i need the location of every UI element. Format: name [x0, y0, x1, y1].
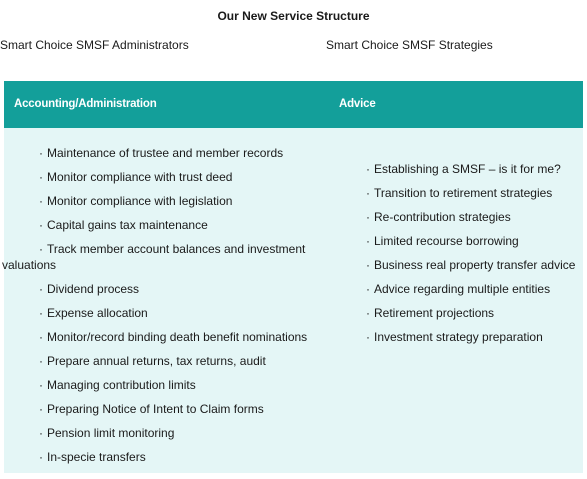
bullet-marker: · [39, 170, 43, 184]
list-item-text: Pension limit monitoring [47, 426, 175, 440]
list-item-text: Monitor compliance with trust deed [47, 170, 233, 184]
list-item-continuation [2, 257, 334, 273]
bullet-marker: · [39, 402, 43, 416]
list-item-text: Re-contribution strategies [374, 210, 511, 224]
bullet-marker: · [39, 378, 43, 392]
page-title: Our New Service Structure [217, 9, 370, 23]
list-item-text: Prepare annual returns, tax returns, audit [47, 354, 266, 368]
bullet-marker: · [366, 258, 370, 272]
bullet-marker: · [366, 210, 370, 224]
list-item [366, 161, 583, 177]
list-item-text: Capital gains tax maintenance [47, 218, 208, 232]
accounting-list [2, 145, 334, 473]
list-item [39, 305, 334, 321]
list-item [39, 425, 334, 441]
header-accounting-administration: Accounting/Administration [14, 98, 157, 110]
bullet-marker: · [39, 354, 43, 368]
list-item-text: Establishing a SMSF – is it for me? [374, 162, 561, 176]
list-item-text: Dividend process [47, 282, 140, 296]
subheading-strategies: Smart Choice SMSF Strategies [326, 38, 493, 52]
bullet-marker: · [39, 426, 43, 440]
bullet-marker: · [366, 282, 370, 296]
bullet-marker: · [39, 218, 43, 232]
bullet-marker: · [39, 146, 43, 160]
service-table [4, 81, 583, 473]
table-header [4, 81, 583, 128]
list-item [39, 169, 334, 185]
bullet-marker: · [39, 450, 43, 464]
list-item [366, 329, 583, 345]
list-item-text: Monitor/record binding death benefit nominations [47, 330, 308, 344]
header-advice: Advice [339, 98, 376, 110]
list-item [39, 329, 334, 345]
list-item-text: Transition to retirement strategies [374, 186, 553, 200]
bullet-marker: · [366, 186, 370, 200]
subheading-administrators: Smart Choice SMSF Administrators [0, 38, 189, 52]
list-item [366, 281, 583, 297]
list-item [39, 353, 334, 369]
list-item [366, 233, 583, 249]
list-item-text: Retirement projections [374, 306, 495, 320]
list-item-text: Managing contribution limits [47, 378, 196, 392]
bullet-marker: · [366, 330, 370, 344]
bullet-marker: · [39, 306, 43, 320]
bullet-marker: · [39, 194, 43, 208]
bullet-marker: · [366, 234, 370, 248]
list-item [39, 241, 334, 257]
bullet-marker: · [366, 162, 370, 176]
list-item [366, 185, 583, 201]
bullet-marker: · [39, 282, 43, 296]
list-item [39, 281, 334, 297]
bullet-marker: · [39, 242, 43, 256]
advice-list [366, 161, 583, 353]
bullet-marker: · [366, 306, 370, 320]
list-item [366, 209, 583, 225]
list-item-text: Limited recourse borrowing [374, 234, 519, 248]
list-item [39, 217, 334, 233]
list-item [39, 401, 334, 417]
list-item-text: Investment strategy preparation [374, 330, 543, 344]
list-item-text: Advice regarding multiple entities [374, 282, 551, 296]
list-item-text: Track member account balances and investment [47, 242, 306, 256]
list-item [39, 377, 334, 393]
list-item-text: valuations [2, 258, 57, 272]
list-item-text: Monitor compliance with legislation [47, 194, 233, 208]
list-item-text: In-specie transfers [47, 450, 146, 464]
list-item-text: Maintenance of trustee and member records [47, 146, 284, 160]
list-item [39, 449, 334, 465]
list-item [39, 145, 334, 161]
list-item-text: Business real property transfer advice [374, 258, 576, 272]
list-item [366, 305, 583, 321]
bullet-marker: · [39, 330, 43, 344]
list-item [366, 257, 583, 273]
list-item-text: Expense allocation [47, 306, 148, 320]
list-item [39, 193, 334, 209]
list-item-text: Preparing Notice of Intent to Claim forms [47, 402, 264, 416]
